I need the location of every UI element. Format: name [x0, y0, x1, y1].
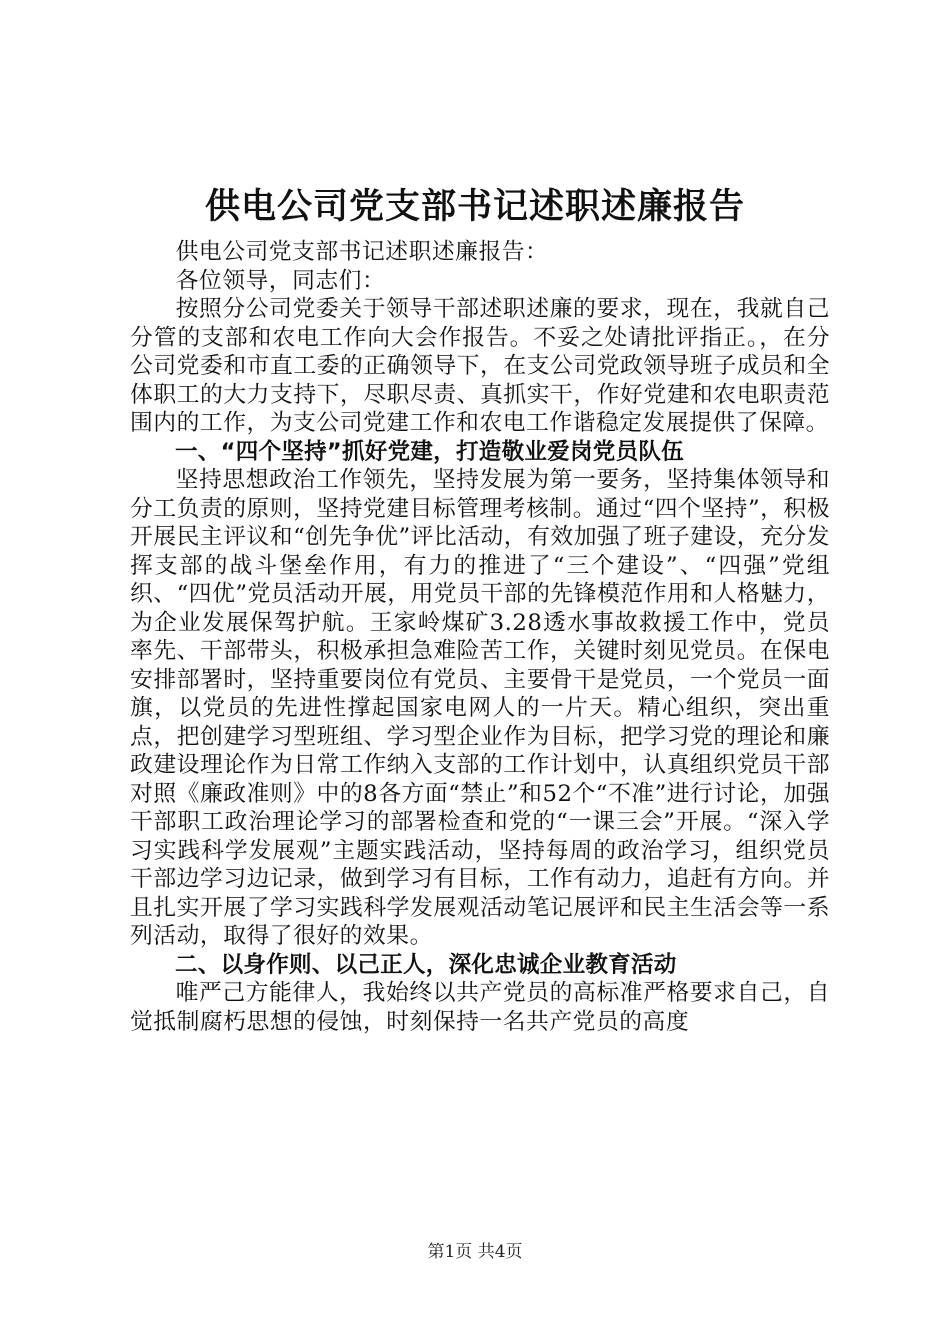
section-2-heading: 二、以身作则、以己正人，深化忠诚企业教育活动	[175, 951, 677, 978]
section-2-paragraph: 唯严己方能律人，我始终以共产党员的高标准严格要求自己，自觉抵制腐朽思想的侵蚀，时刻保持一名共产党员的高度	[130, 980, 830, 1035]
page-number-footer: 第1页 共4页	[427, 1242, 523, 1262]
document-title: 供电公司党支部书记述职述廉报告	[204, 187, 745, 227]
intro-paragraph: 按照分公司党委关于领导干部述职述廉的要求，现在，我就自己分管的支部和农电工作向大会作报告。不妥之处请批评指正。，在分公司党委和市直工委的正确领导下，在支公司党政领导班子成员和全体职工的大力支持下，尽职尽责、真抓实干，作好党建和农电职责范围内的工作，为支公司党建工作和农电工作谐稳定发展提供了保障。	[130, 296, 830, 436]
section-1-heading: 一、“四个坚持”抓好党建，打造敬业爱岗党员队伍	[175, 438, 684, 465]
report-heading-line: 供电公司党支部书记述职述廉报告：	[175, 239, 549, 265]
document-body	[130, 238, 830, 1036]
section-1-paragraph: 坚持思想政治工作领先，坚持发展为第一要务，坚持集体领导和分工负责的原则，坚持党建目标管理考核制。通过“四个坚持”，积极开展民主评议和“创先争优”评比活动，有效加强了班子建设，充分发挥支部的战斗堡垒作用，有力的推进了“三个建设”、“四强”党组织、“四优”党员活动开展，用党员干部的先锋模范作用和人格魅力，为企业发展保驾护航。王家岭煤矿3.28透水事故救援工作中，党员率先、干部带头，积极承担急难险苦工作，关键时刻见党员。在保电安排部署时，坚持重要岗位有党员、主要骨干是党员，一个党员一面旗，以党员的先进性撑起国家电网人的一片天。精心组织，突出重点，把创建学习型班组、学习型企业作为目标，把学习党的理论和廉政建设理论作为日常工作纳入支部的工作计划中，认真组织党员干部对照《廉政准则》中的8各方面“禁止”和52个“不准”进行讨论，加强干部职工政治理论学习的部署检查和党的“一课三会”开展。“深入学习实践科学发展观”主题实践活动，坚持每周的政治学习，组织党员干部边学习边记录，做到学习有目标，工作有动力，追赶有方向。并且扎实开展了学习实践科学发展观活动笔记展评和民主生活会等一系列活动，取得了很好的效果。	[130, 467, 830, 949]
salutation-line: 各位领导，同志们：	[175, 267, 386, 294]
